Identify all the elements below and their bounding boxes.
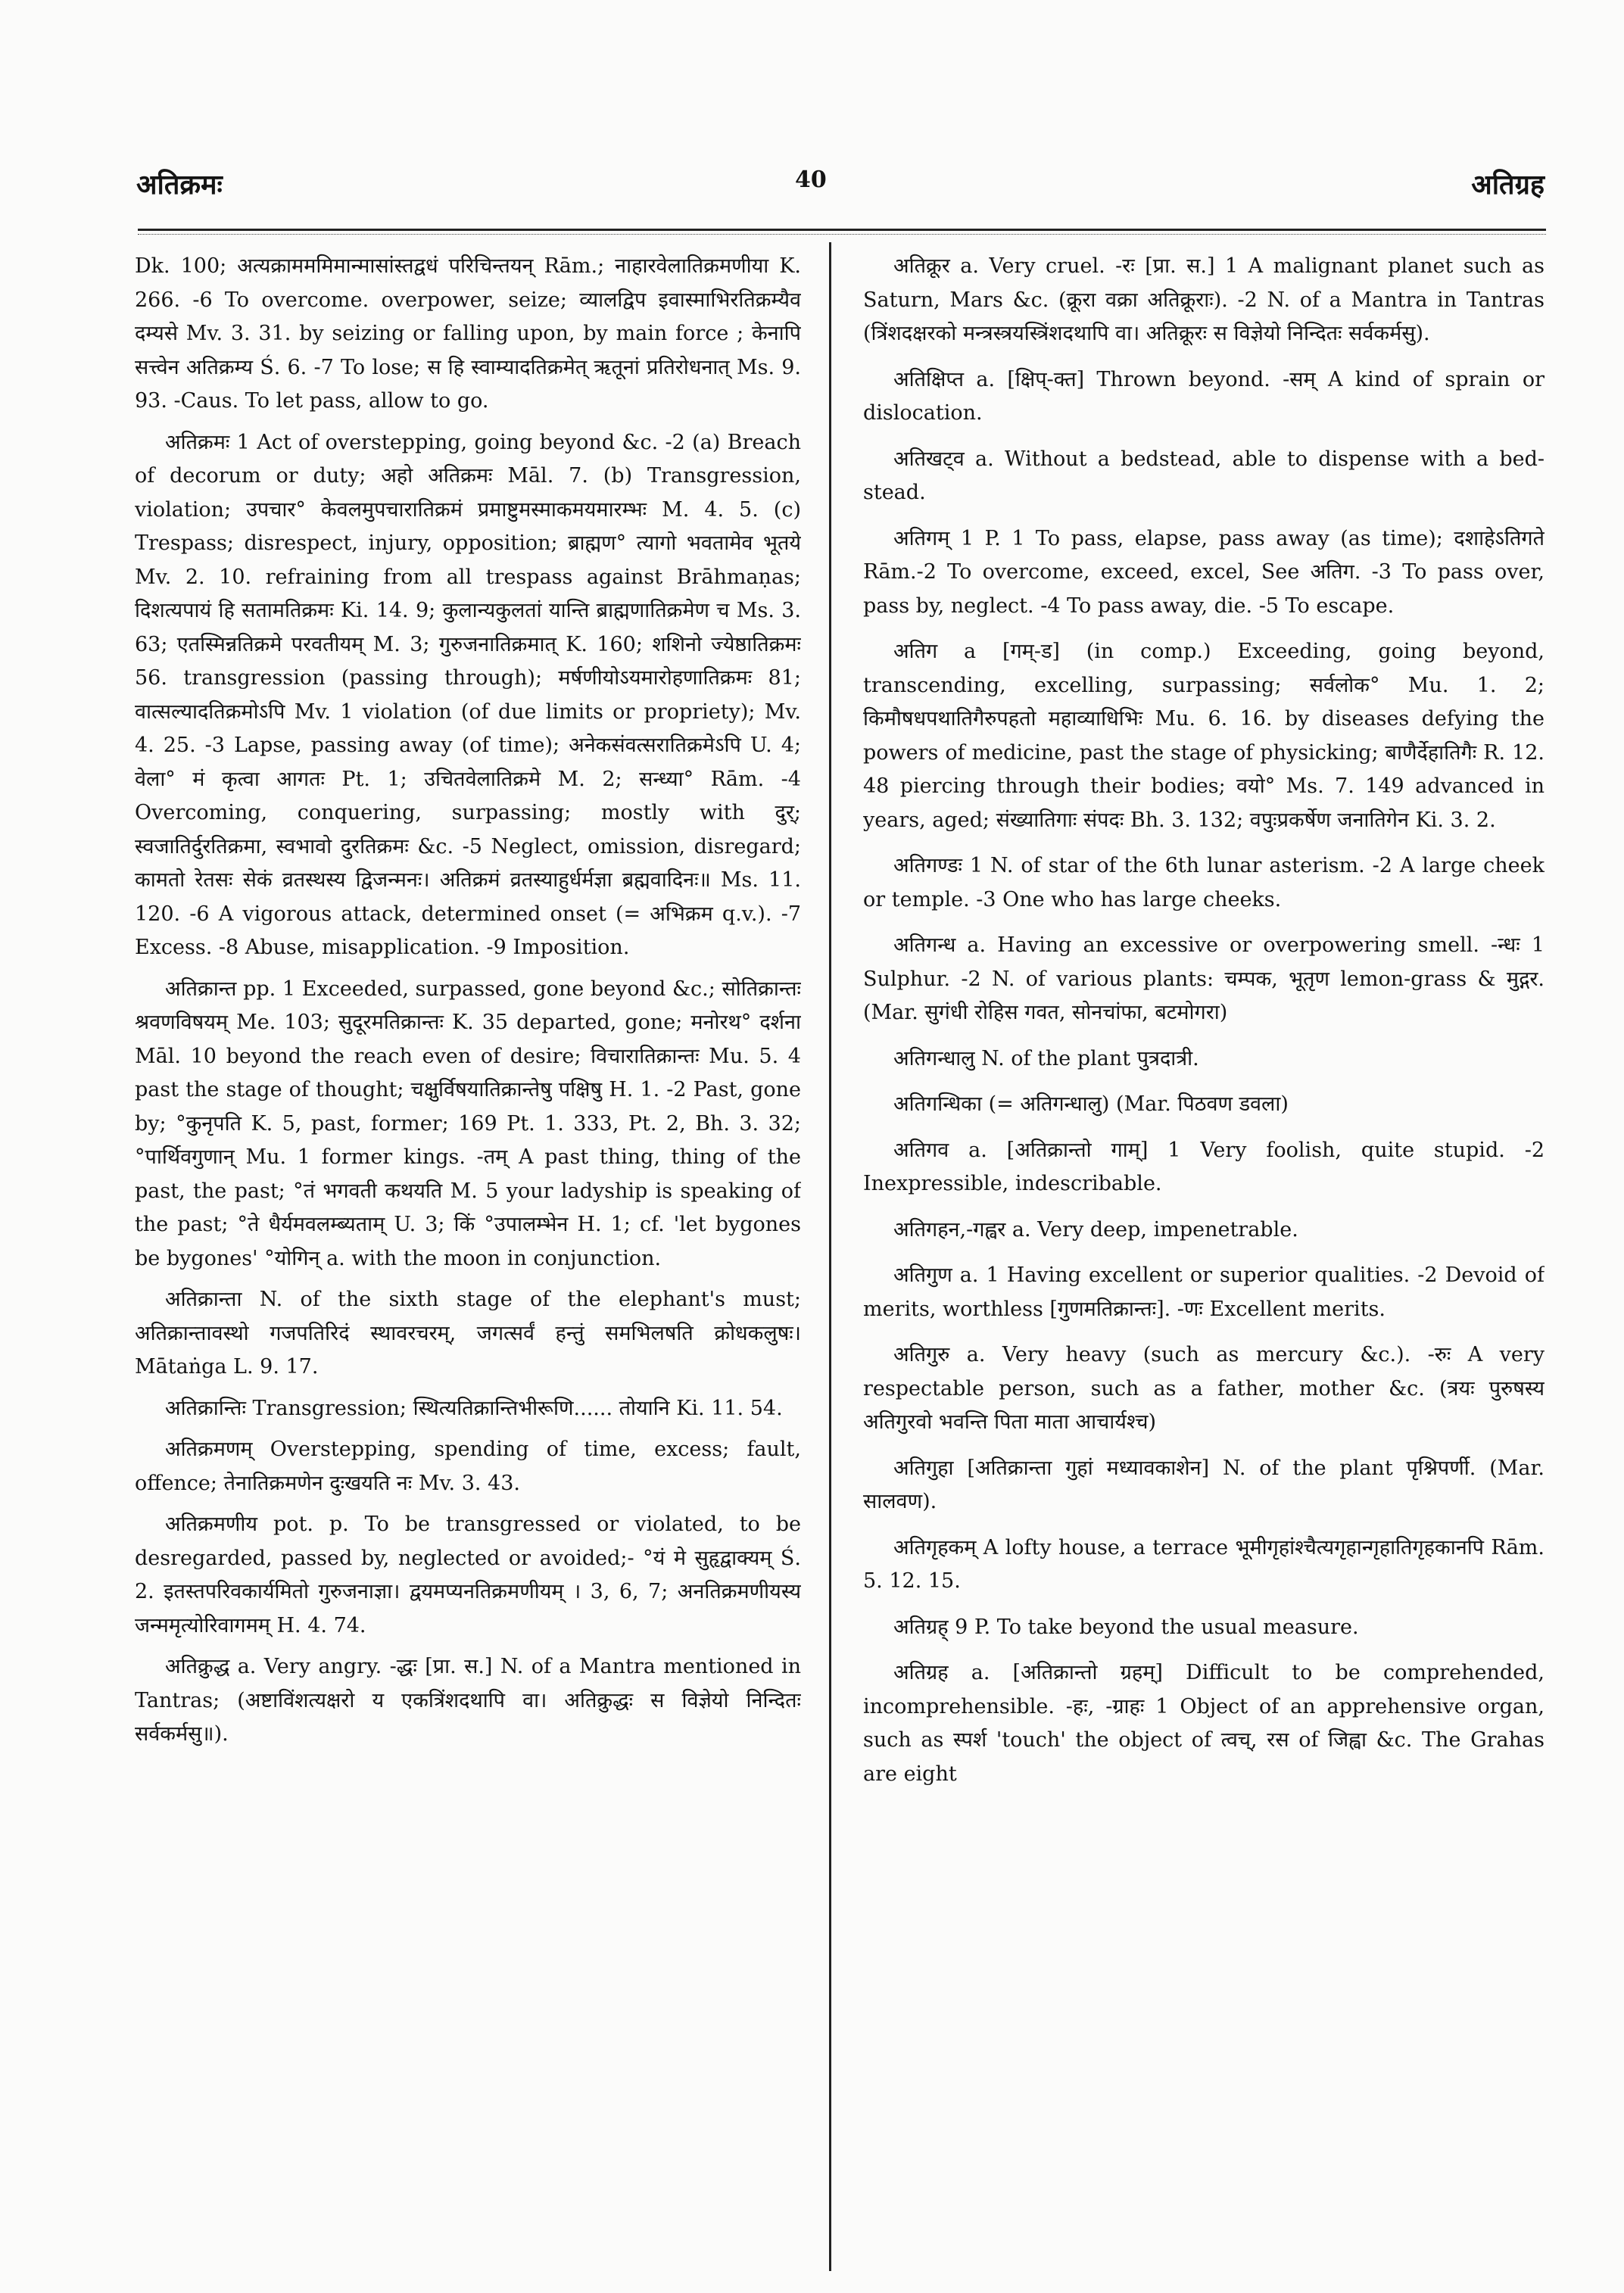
dictionary-entry: अतिगव a. [अतिक्रान्तो गाम्] 1 Very foolish, quite stupid. -2 Inexpressible, indescribable. <box>863 1138 1545 1195</box>
dictionary-entry: अतिक्षिप्त a. [क्षिप्-क्त] Thrown beyond. -सम् A kind of sprain or dislocation. <box>863 367 1545 425</box>
dictionary-entry: अतिक्रमणीय pot. p. To be transgressed or violated, to be desregarded, passed by, neglected or avoided;- °यं मे सुहृद्वाक्यम् Ś. 2. इतस्तपरिवकार्यमितो गुरुजनाज्ञा। द्वयमप्यनतिक्रमणीयम् । 3, 6, 7; अनतिक्रमणीयस्य जन्ममृत्योरिवागमम् H. 4. 74. <box>135 1513 801 1637</box>
dictionary-entry: अतिग्रह a. [अतिक्रान्तो ग्रहम्] Difficult to be comprehended, incomprehensible. -हः, -ग्राहः 1 Object of an apprehensive organ, such as स्पर्श 'touch' the object of त्वच्, रस of जिह्वा &c. The Grahas are eight <box>863 1661 1545 1786</box>
dictionary-entry: अतिगन्धिका (= अतिगन्धालु) (Mar. पिठवण डवला) <box>893 1092 1289 1116</box>
dictionary-entry: अतिक्रूर a. Very cruel. -रः [प्रा. स.] 1 A malignant planet such as Saturn, Mars &c. (क्रूरा वक्रा अतिक्रूराः). -2 N. of a Mantra in Tantras (त्रिंशदक्षरको मन्त्रस्त्रयस्त्रिंशदथापि वा। अतिक्रूरः स विज्ञेयो निन्दितः सर्वकर्मसु). <box>863 254 1545 345</box>
dictionary-entry: अतिगण्डः 1 N. of star of the 6th lunar asterism. -2 A large cheek or temple. -3 One who has large cheeks. <box>863 854 1545 911</box>
dictionary-entry: Dk. 100; अत्यक्रामममिमान्मासांस्तद्वधं परिचिन्तयन् Rām.; नाहारवेलातिक्रमणीया K. 266. -6 To overcome. overpower, seize; व्यालद्विप इवास्माभिरतिक्रम्यैव दम्यसे Mv. 3. 31. by seizing or falling upon, by main force ; केनापि सत्त्वेन अतिक्रम्य Ś. 6. -7 To lose; स हि स्वाम्यादतिक्रमेत् ऋतूनां प्रतिरोधनात् Ms. 9. 93. -Caus. To let pass, allow to go. <box>135 254 801 413</box>
dictionary-entry: अतिगुहा [अतिक्रान्ता गुहां मध्यावकाशेन] N. of the plant पृश्निपर्णी. (Mar. सालवण). <box>863 1456 1545 1513</box>
dictionary-entry: अतिक्रान्ता N. of the sixth stage of the elephant's must; अतिक्रान्तावस्थो गजपतिरिदं स्थावरचरम्, जगत्सर्वं हन्तुं समभिलषति क्रोधकलुषः। Mātaṅga L. 9. 17. <box>135 1288 801 1379</box>
dictionary-entry: अतिगन्धालु N. of the plant पुत्रदात्री. <box>893 1046 1199 1070</box>
dictionary-entry: अतिक्रुद्ध a. Very angry. -द्धः [प्रा. स.] N. of a Mantra mentioned in Tantras; (अष्टाविंशत्यक्षरो य एकत्रिंशदथापि वा। अतिक्रुद्धः स विज्ञेयो निन्दितः सर्वकर्मसु॥). <box>135 1655 801 1746</box>
dictionary-entry: अतिखट्व a. Without a bedstead, able to dispense with a bed-stead. <box>863 447 1545 504</box>
left-guide-word: अतिक्रमः <box>136 169 223 201</box>
right-guide-word: अतिग्रह <box>1471 169 1545 201</box>
right-column <box>863 250 1545 2279</box>
left-column <box>135 250 801 2279</box>
header-rule-dotted <box>138 234 1546 235</box>
dictionary-entry: अतिगृहकम् A lofty house, a terrace भूमीगृहांश्चैत्यगृहान्गृहातिगृहकानपि Rām. 5. 12. 15. <box>863 1535 1545 1593</box>
header-rule <box>138 229 1546 231</box>
dictionary-entry: अतिगन्ध a. Having an excessive or overpowering smell. -न्धः 1 Sulphur. -2 N. of various plants: चम्पक, भूतृण lemon-grass & मुद्गर. (Mar. सुगंधी रोहिस गवत, सोनचांफा, बटमोगरा) <box>863 933 1545 1024</box>
dictionary-entry: अतिग a [गम्-ड] (in comp.) Exceeding, going beyond, transcending, excelling, surpassing; सर्वलोक° Mu. 1. 2; किमौषधपथातिगैरुपहतो महाव्याधिभिः Mu. 6. 16. by diseases defying the powers of medicine, past the stage of physicking; बाणैर्देहातिगैः R. 12. 48 piercing through their bodies; वयो° Ms. 7. 149 advanced in years, aged; संख्यातिगाः संपदः Bh. 3. 132; वपुःप्रकर्षेण जनातिगेन Ki. 3. 2. <box>863 640 1545 832</box>
dictionary-entry: अतिग्रह् 9 P. To take beyond the usual measure. <box>893 1615 1359 1639</box>
page-number: 40 <box>795 167 827 193</box>
dictionary-entry: अतिक्रान्तिः Transgression; स्थित्यतिक्रान्तिभीरूणि...... तोयानि Ki. 11. 54. <box>165 1396 783 1420</box>
dictionary-entry: अतिगम् 1 P. 1 To pass, elapse, pass away (as time); दशाहेऽतिगते Rām.-2 To overcome, exceed, excel, See अतिग. -3 To pass over, pass by, neglect. -4 To pass away, die. -5 To escape. <box>863 526 1545 618</box>
dictionary-entry: अतिगहन,-गह्वर a. Very deep, impenetrable. <box>893 1217 1298 1242</box>
dictionary-entry: अतिक्रमः 1 Act of overstepping, going beyond &c. -2 (a) Breach of decorum or duty; अहो अतिक्रमः Māl. 7. (b) Transgression, violation; उपचार° केवलमुपचारातिक्रमं प्रमाष्टुमस्माकमयमारम्भः M. 4. 5. (c) Trespass; disrespect, injury, opposition; ब्राह्मण° त्यागो भवतामेव भूतये Mv. 2. 10. refraining from all trespass against Brāhmaṇas; दिशत्यपायं हि सतामतिक्रमः Ki. 14. 9; कुलान्यकुलतां यान्ति ब्राह्मणातिक्रमेण च Ms. 3. 63; एतस्मिन्नतिक्रमे परवतीयम् M. 3; गुरुजनातिक्रमात् K. 160; शशिनो ज्येष्ठातिक्रमः 56. transgression (passing through); मर्षणीयोऽयमारोहणातिक्रमः 81; वात्सल्यादतिक्रमोऽपि Mv. 1 violation (of due limits or propriety); Mv. 4. 25. -3 Lapse, passing away (of time); अनेकसंवत्सरातिक्रमेऽपि U. 4; वेला° मं कृत्वा आगतः Pt. 1; उचितवेलातिक्रमे M. 2; सन्ध्या° Rām. -4 Overcoming, conquering, surpassing; mostly with दुर्; स्वजातिर्दुरतिक्रमा, स्वभावो दुरतिक्रमः &c. -5 Neglect, omission, disregard; कामतो रेतसः सेकं व्रतस्थस्य द्विजन्मनः। अतिक्रमं व्रतस्याहुर्धर्मज्ञा ब्रह्मवादिनः॥ Ms. 11. 120. -6 A vigorous attack, determined onset (= अभिक्रम q.v.). -7 Excess. -8 Abuse, misapplication. -9 Imposition. <box>135 430 801 959</box>
dictionary-entry: अतिक्रमणम् Overstepping, spending of time, excess; fault, offence; तेनातिक्रमणेन दुःखयति नः Mv. 3. 43. <box>135 1438 801 1495</box>
dictionary-entry: अतिगुण a. 1 Having excellent or superior qualities. -2 Devoid of merits, worthless [गुणमतिक्रान्तः]. -णः Excellent merits. <box>863 1263 1545 1321</box>
column-divider <box>829 242 831 2271</box>
dictionary-entry: अतिगुरु a. Very heavy (such as mercury &c.). -रुः A very respectable person, such as a father, mother &c. (त्रयः पुरुषस्य अतिगुरवो भवन्ति पिता माता आचार्यश्च) <box>863 1343 1545 1434</box>
running-header <box>136 165 1545 210</box>
dictionary-entry: अतिक्रान्त pp. 1 Exceeded, surpassed, gone beyond &c.; सोतिक्रान्तः श्रवणविषयम् Me. 103; सुदूरमतिक्रान्तः K. 35 departed, gone; मनोरथ° दर्शना Māl. 10 beyond the reach even of desire; विचारातिक्रान्तः Mu. 5. 4 past the stage of thought; चक्षुर्विषयातिक्रान्तेषु पक्षिषु H. 1. -2 Past, gone by; °कुनृपति K. 5, past, former; 169 Pt. 1. 333, Pt. 2, Bh. 3. 32; °पार्थिवगुणान् Mu. 1 former kings. -तम् A past thing, thing of the past, the past; °तं भगवती कथयति M. 5 your ladyship is speaking of the past; °ते धैर्यमवलम्ब्यताम् U. 3; किं °उपालम्भेन H. 1; cf. 'let bygones be bygones' °योगिन् a. with the moon in conjunction. <box>135 977 801 1270</box>
